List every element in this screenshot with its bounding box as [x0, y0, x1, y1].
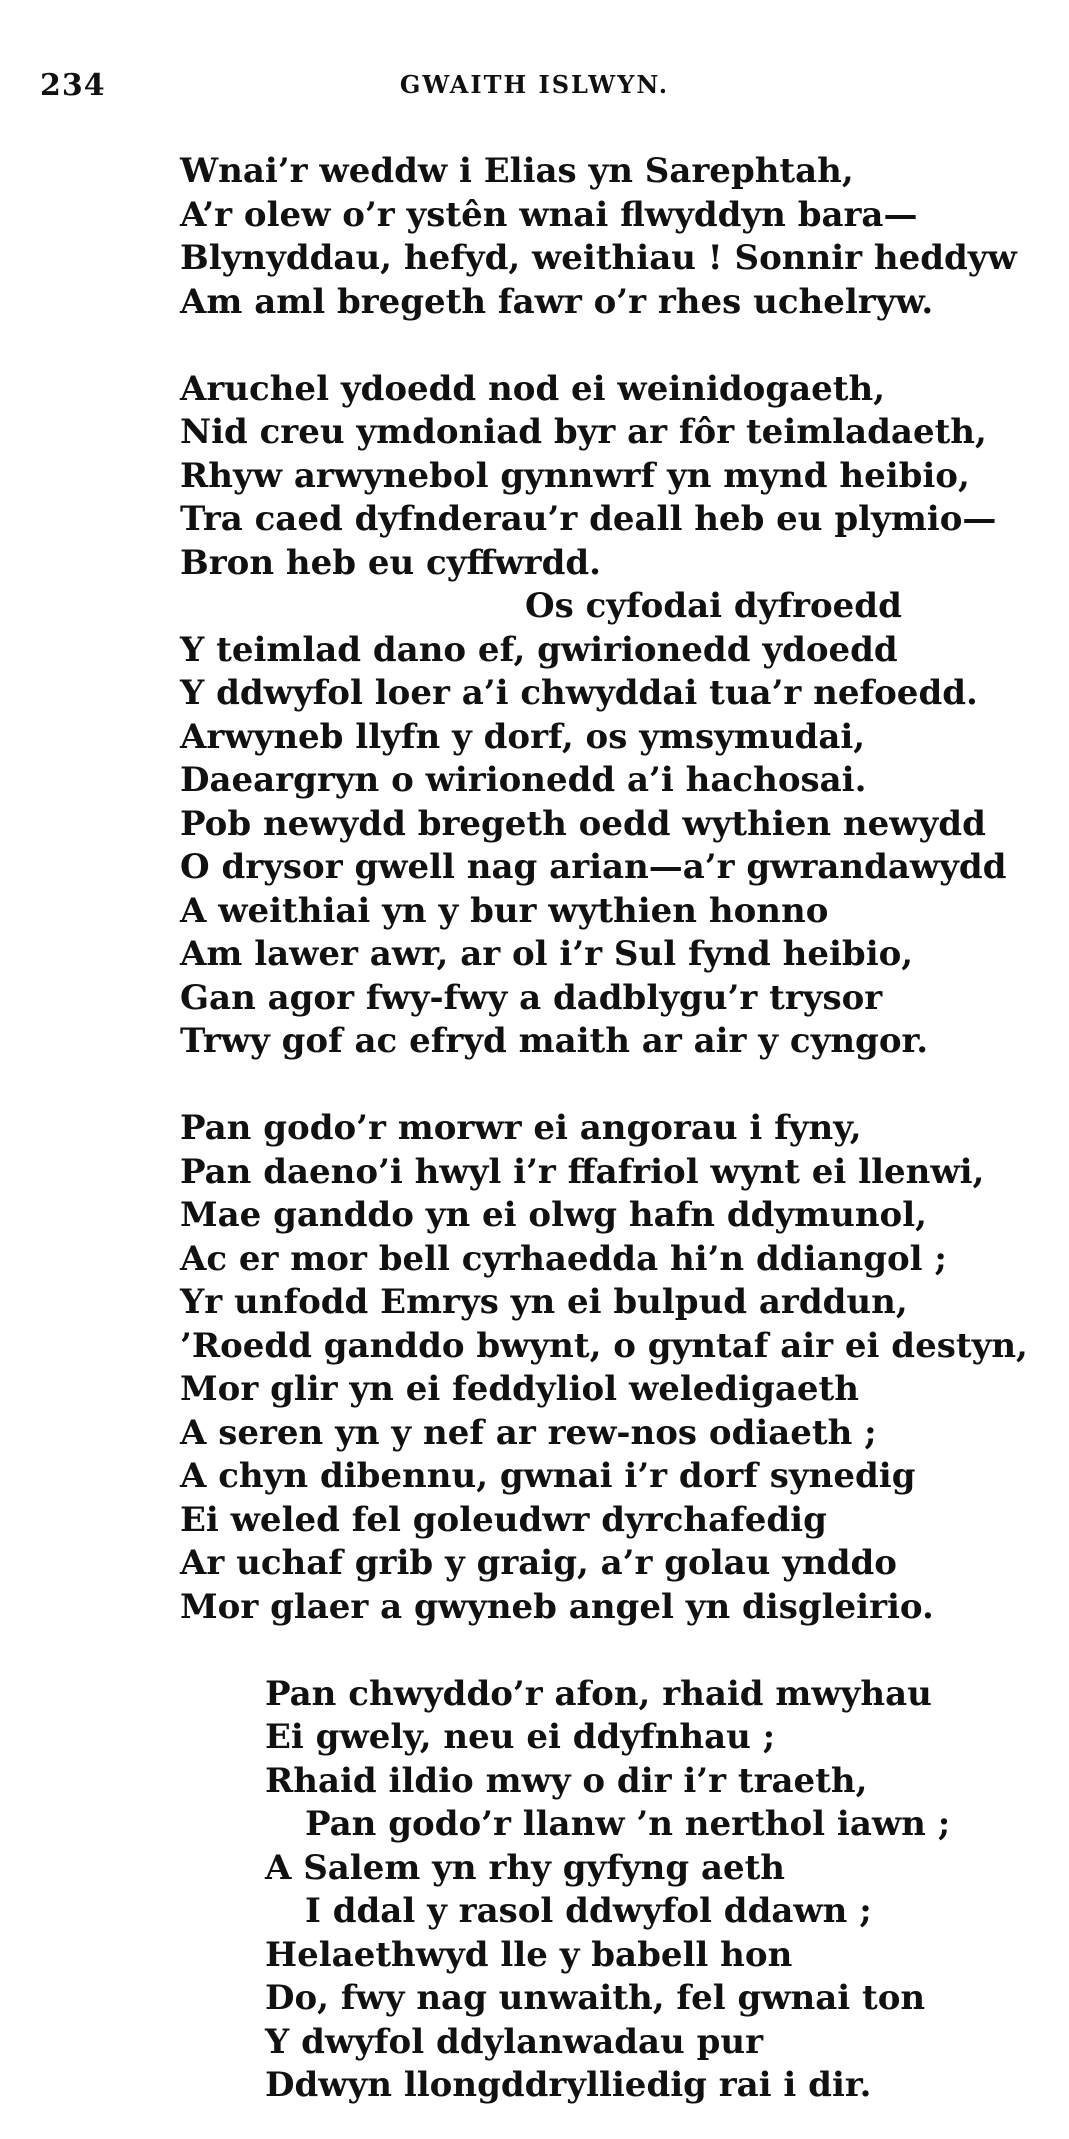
- verse-line: A chyn dibennu, gwnai i’r dorf synedig: [180, 1456, 916, 1496]
- poem-body: [180, 150, 1050, 2108]
- verse-line: Ac er mor bell cyrhaedda hi’n ddiangol ;: [180, 1238, 947, 1279]
- verse-line: Pan godo’r morwr ei angorau i fyny,: [180, 1108, 862, 1148]
- verse-line: Helaethwyd lle y babell hon: [265, 1934, 793, 1975]
- verse-line: Ei gwely, neu ei ddyfnhau ;: [265, 1717, 776, 1757]
- verse-line: Aruchel ydoedd nod ei weinidogaeth,: [180, 368, 886, 409]
- verse-line: A’r olew o’r ystên wnai flwyddyn bara—: [180, 194, 918, 235]
- verse-line: Nid creu ymdoniad byr ar fôr teimladaeth,: [180, 412, 987, 452]
- stanza-2: [180, 368, 1050, 1064]
- verse-line: Y ddwyfol loer a’i chwyddai tua’r nefoedd.: [180, 673, 978, 713]
- stanza-3: [180, 1107, 1050, 1629]
- verse-line: Ddwyn llongddrylliedig rai i dir.: [265, 2065, 872, 2105]
- verse-line: Pan chwyddo’r afon, rhaid mwyhau: [265, 1673, 932, 1714]
- verse-line-indented: Pan godo’r llanw ’n nerthol iawn ;: [305, 1804, 951, 1844]
- verse-line: Ei weled fel goleudwr dyrchafedig: [180, 1499, 827, 1540]
- verse-line: Yr unfodd Emrys yn ei bulpud arddun,: [180, 1282, 908, 1322]
- verse-line: Mae ganddo yn ei olwg hafn ddymunol,: [180, 1195, 927, 1235]
- verse-line: O drysor gwell nag arian—a’r gwrandawydd: [180, 847, 1007, 887]
- verse-line-half: Os cyfodai dyfroedd: [525, 586, 902, 626]
- stanza-1: [180, 150, 1050, 324]
- verse-line: Y teimlad dano ef, gwirionedd ydoedd: [180, 629, 898, 670]
- verse-line: Am aml bregeth fawr o’r rhes uchelryw.: [180, 281, 934, 322]
- verse-line: Rhyw arwynebol gynnwrf yn mynd heibio,: [180, 455, 970, 496]
- running-head: GWAITH ISLWYN.: [399, 70, 670, 99]
- verse-line: Wnai’r weddw i Elias yn Sarephtah,: [180, 151, 854, 191]
- verse-line: Daeargryn o wirionedd a’i hachosai.: [180, 760, 867, 800]
- verse-line: Y dwyfol ddylanwadau pur: [265, 2021, 763, 2062]
- verse-line: A seren yn y nef ar rew-nos odiaeth ;: [180, 1412, 877, 1453]
- verse-line: Gan agor fwy-fwy a dadblygu’r trysor: [180, 977, 883, 1018]
- verse-line: Pan daeno’i hwyl i’r ffafriol wynt ei llenwi,: [180, 1151, 985, 1192]
- verse-line: Bron heb eu cyffwrdd.: [180, 542, 601, 583]
- page-number: 234: [40, 68, 106, 103]
- verse-line: Blynyddau, hefyd, weithiau ! Sonnir heddyw: [180, 238, 1017, 278]
- verse-line: ’Roedd ganddo bwynt, o gyntaf air ei destyn,: [180, 1325, 1028, 1366]
- verse-line: Mor glir yn ei feddyliol weledigaeth: [180, 1369, 859, 1409]
- stanza-4: [180, 1673, 1050, 2108]
- verse-line: A Salem yn rhy gyfyng aeth: [265, 1847, 786, 1888]
- verse-line: Rhaid ildio mwy o dir i’r traeth,: [265, 1760, 868, 1801]
- verse-line: Mor glaer a gwyneb angel yn disgleirio.: [180, 1586, 934, 1627]
- verse-line: Am lawer awr, ar ol i’r Sul fynd heibio,: [180, 934, 914, 974]
- verse-line: Arwyneb llyfn y dorf, os ymsymudai,: [180, 716, 866, 757]
- verse-line: Tra caed dyfnderau’r deall heb eu plymio—: [180, 499, 997, 539]
- verse-line-indented: I ddal y rasol ddwyfol ddawn ;: [305, 1891, 872, 1931]
- verse-line: Trwy gof ac efryd maith ar air y cyngor.: [180, 1021, 929, 1061]
- verse-line: Do, fwy nag unwaith, fel gwnai ton: [265, 1978, 926, 2018]
- verse-line: Pob newydd bregeth oedd wythien newydd: [180, 803, 986, 844]
- verse-line: Ar uchaf grib y graig, a’r golau ynddo: [180, 1543, 897, 1583]
- verse-line: A weithiai yn y bur wythien honno: [180, 890, 829, 931]
